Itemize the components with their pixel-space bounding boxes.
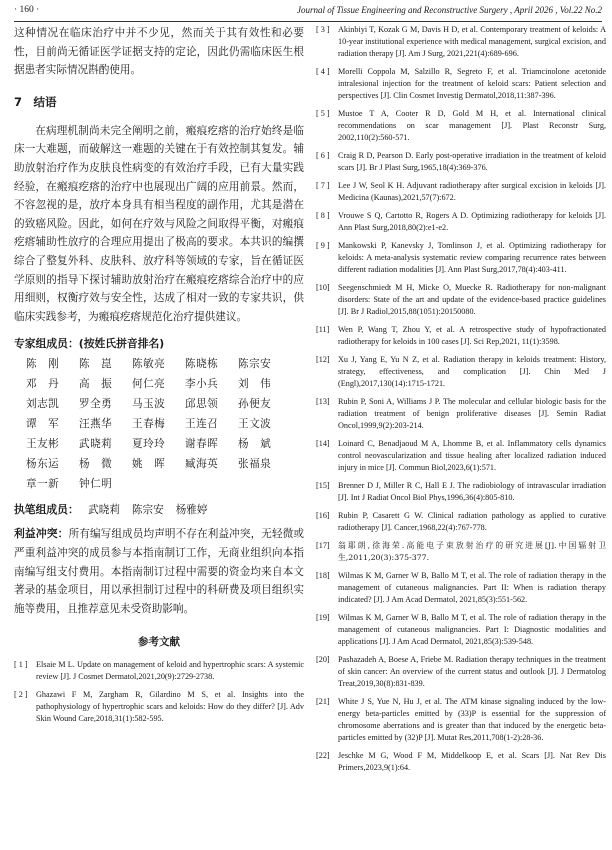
reference-number: [21] [316,697,330,706]
reference-number: [ 3 ] [316,25,330,34]
writers-line [14,501,304,519]
expert-name: 刘志凯 [26,398,60,411]
reference-item [316,612,606,648]
reference-item [316,396,606,432]
expert-name: 谭 军 [26,418,60,431]
reference-number: [ 5 ] [316,109,330,118]
section-title: 7 结语 [14,94,57,109]
reference-number: [ 7 ] [316,181,330,190]
reference-text: Akinbiyi T, Kozak G M, Davis H D, et al. Contemporary treatment of keloids: A 10-year institutional experience with medical management, surgical excision, and radiation therapy [J]. Am J Surg, 2021,221(4):689-696. [338,25,606,58]
reference-item [14,659,304,683]
writer-name: 武晓莉 [88,504,120,517]
experts-list [14,355,304,493]
expert-name: 杨东运 [26,458,60,471]
reference-item [316,438,606,474]
expert-name: 章一新 [26,478,60,491]
writers-label: 执笔组成员： [14,503,79,517]
reference-item [14,689,304,725]
reference-item [316,354,606,390]
expert-name: 陈宗安 [238,358,272,371]
expert-name: 杨 斌 [238,438,272,451]
expert-name: 李小兵 [185,378,219,391]
reference-text: Rubin P, Soni A, Williams J P. The molecular and cellular biologic basis for the radiation treatment of benign proliferative diseases [J]. Semin Radiat Oncol,1999,9(2):203-214. [338,397,606,430]
expert-name: 王文波 [238,418,272,431]
experts-title: 专家组成员：(按姓氏拼音排名) [14,337,165,351]
references-list-left [14,659,304,725]
reference-text: Craig R D, Pearson D. Early post-operative irradiation in the treatment of keloid scars [J]. Br J Plast Surg,1965,18(4):369-376. [338,151,606,172]
reference-item [316,240,606,276]
reference-item [316,180,606,204]
expert-name: 汪燕华 [79,418,113,431]
reference-text: 翁耶朗,徐海荣.高能电子束放射治疗的研究进展[J].中国辐射卫生,2011,20(3):375-377. [338,541,606,562]
reference-text: Ghazawi F M, Zargham R, Gilardino M S, et al. Insights into the pathophysiology of hypertrophic scars and keloids: How do they differ? [J]. Adv Skin Wound Care,2018,31(1):582-595. [36,690,304,724]
reference-text: Mustoe T A, Cooter R D, Gold M H, et al. International clinical recommendations on scar management [J]. Plast Reconstr Surg, 2002,110(2):560-571. [338,109,606,142]
reference-text: Rubin P, Casarett G W. Clinical radiation pathology as applied to curative radiotherapy [J]. Cancer,1968,22(4):767-778. [338,511,606,532]
reference-item [316,570,606,606]
reference-text: Brenner D J, Miller R C, Hall E J. The radiobiology of intravascular irradiation [J]. Int J Radiat Oncol Biol Phys,1996,36(4):805-810. [338,481,606,502]
expert-name: 刘 伟 [238,378,272,391]
reference-number: [ 1 ] [14,660,28,670]
expert-name: 钟仁明 [79,478,113,491]
expert-name: 何仁亮 [132,378,166,391]
reference-text: Loinard C, Benadjaoud M A, Lhomme B, et al. Inflammatory cells dynamics control neovascularization and tissue healing after localized radiation induced injury in mice [J]. Commun Biol,2023,6(1):571. [338,439,606,472]
expert-name: 陈 崑 [79,358,113,371]
reference-item [316,210,606,234]
reference-number: [ 4 ] [316,67,330,76]
expert-name: 姚 晖 [132,458,166,471]
reference-item [316,24,606,60]
reference-text: Xu J, Yang E, Yu N Z, et al. Radiation therapy in keloids treatment: History, strategy, effectiveness, and complication [J]. Chin Med J (Engl),2017,130(14):1715-1721. [338,355,606,388]
reference-text: Mankowski P, Kanevsky J, Tomlinson J, et al. Optimizing radiotherapy for keloids: A meta-analysis systematic review comparing recurrence rates between different radiation modalities [J]. Ann Plast Surg,2017,78(4):403-411. [338,241,606,274]
conflict-of-interest [14,525,304,618]
conflict-label: 利益冲突： [14,527,69,541]
reference-item [316,510,606,534]
expert-name: 王友彬 [26,438,60,451]
reference-number: [17] [316,541,330,550]
reference-text: White J S, Yue N, Hu J, et al. The ATM kinase signaling induced by the low-energy beta-particles emitted by (33)P is essential for the suppression of chromosome aberrations and is greater than that induced by the energetic beta-particles emitted by (32)P [J]. Mutat Res,2011,708(1-2):28-36. [338,697,606,742]
reference-number: [20] [316,655,330,664]
page-number: · 160 · [14,5,40,15]
writer-name: 陈宗安 [131,504,164,517]
reference-text: Wen P, Wang T, Zhou Y, et al. A retrospective study of hypofractionated radiotherapy for keloids in 100 cases [J]. Sci Rep,2021, 11(1):3598. [338,325,606,346]
reference-text: Seegenschmiedt M H, Micke O, Muecke R. Radiotherapy for non-malignant disorders: State of the art and update of the evidence-based practice guidelines [J]. Br J Radiol,2015,88(1051):20150080. [338,283,606,316]
reference-text: Morelli Coppola M, Salzillo R, Segreto F, et al. Triamcinolone acetonide intralesional injection for the treatment of keloid scars: Patient selection and perspectives [J]. Clin Cosmet Investig Dermatol,2018,11:387-396. [338,67,606,100]
reference-item [316,324,606,348]
reference-number: [22] [316,751,330,760]
left-column [14,24,304,844]
reference-number: [ 2 ] [14,690,28,700]
reference-number: [10] [316,283,330,292]
reference-number: [11] [316,325,330,334]
reference-item [316,696,606,744]
reference-text: Wilmas K M, Garner W B, Ballo M T, et al. The role of radiation therapy in the management of cutaneous malignancies. Part I: Diagnostic modalities and applications [J]. J Am Acad Dermatol, 2021,85(3):539-548. [338,613,606,646]
expert-name: 杨 微 [79,458,113,471]
expert-name: 陈敏亮 [132,358,166,371]
expert-name: 夏玲玲 [132,438,166,451]
reference-text: Pashazadeh A, Boese A, Friebe M. Radiation therapy techniques in the treatment of skin cancer: An overview of the current status and outlook [J]. J Dermatolog Treat,2019,30(8):831-839. [338,655,606,688]
expert-name: 陈晓栋 [185,358,219,371]
reference-item [316,540,606,564]
journal-running-title: Journal of Tissue Engineering and Reconstructive Surgery , April 2026 , Vol.22 No.2 [297,5,602,15]
expert-name: 臧海英 [185,458,219,471]
expert-name: 罗全勇 [79,398,113,411]
reference-number: [14] [316,439,330,448]
expert-name: 邱思领 [185,398,219,411]
intro-paragraph: 这种情况在临床治疗中并不少见，然而关于其有效性和必要性，目前尚无循证医学证据支持的定论，因此仍需临床医生根据患者实际情况斟酌使用。 [14,27,304,77]
expert-name: 陈 刚 [26,358,60,371]
reference-item [316,750,606,774]
reference-item [316,108,606,144]
references-heading: 参考文献 [138,636,180,649]
reference-text: Vrouwe S Q, Cartotto R, Rogers A D. Optimizing radiotherapy for keloids [J]. Ann Plast Surg,2018,80(2):e1-e2. [338,211,606,232]
expert-name: 谢春晖 [185,438,219,451]
expert-name: 高 振 [79,378,113,391]
expert-name: 邓 丹 [26,378,60,391]
reference-item [316,480,606,504]
reference-number: [18] [316,571,330,580]
reference-number: [ 6 ] [316,151,330,160]
expert-name: 张福泉 [238,458,272,471]
reference-number: [ 8 ] [316,211,330,220]
section-body: 在病理机制尚未完全阐明之前，瘢痕疙瘩的治疗始终是临床一大难题，而破解这一难题的关键在于有效控制其复发。辅助放射治疗作为皮肤良性病变的有效治疗手段，已有大量实践经验，在瘢痕疙瘩的治疗中也展现出广阔的应用前景。然而，不容忽视的是，放疗本身具有相当程度的副作用，尤其是潜在的致癌风险。因此，如何在疗效与风险之间取得平衡，对瘢痕疙瘩辅助性放疗的合理应用提出了极高的要求。本共识的编撰综合了整复外科、皮肤科、放疗科等领域的专家，旨在循证医学原则的指导下探讨辅助放射治疗在瘢痕疙瘩综合治疗中的应用细则，权衡疗效与安全性，达成了相对一致的专家共识，供临床实践参考，为瘢痕疙瘩规范化治疗提供建议。 [14,124,304,323]
reference-text: Wilmas K M, Garner W B, Ballo M T, et al. The role of radiation therapy in the management of cutaneous malignancies. Part II: When is radiation therapy indicated? [J]. J Am Acad Dermatol, 2021,85(3):551-562. [338,571,606,604]
reference-item [316,282,606,318]
expert-name: 王春梅 [132,418,166,431]
reference-number: [16] [316,511,330,520]
expert-name: 孙便友 [238,398,272,411]
expert-name: 马玉波 [132,398,166,411]
conflict-text: 所有编写组成员均声明不存在利益冲突，无轻微或严重利益冲突的成员参与本指南制订工作，无商业组织向本指南编写组支付费用。本指南制订过程中需要的资金均来自本文著录的基金项目，用以承担制订过程中的科研费及项目组织实施等费用，且推荐意见未受资助影响。 [14,528,304,615]
reference-item [316,66,606,102]
reference-text: Elsaie M L. Update on management of keloid and hypertrophic scars: A systemic review [J]. J Cosmet Dermatol,2021,20(9):2729-2738. [36,660,304,682]
reference-number: [19] [316,613,330,622]
right-column [316,24,606,844]
reference-item [316,150,606,174]
reference-text: Jeschke M G, Wood F M, Middelkoop E, et al. Scars [J]. Nat Rev Dis Primers,2023,9(1):64. [338,751,606,772]
reference-number: [12] [316,355,330,364]
page-header [14,0,602,22]
reference-number: [13] [316,397,330,406]
references-list-right [316,24,606,774]
writer-name: 杨雅婷 [175,504,208,517]
expert-name: 武晓莉 [79,438,113,451]
reference-number: [ 9 ] [316,241,330,250]
reference-text: Lee J W, Seol K H. Adjuvant radiotherapy after surgical excision in keloids [J]. Medicina (Kaunas),2021,57(7):672. [338,181,606,202]
reference-item [316,654,606,690]
expert-name: 王连召 [185,418,219,431]
reference-number: [15] [316,481,330,490]
